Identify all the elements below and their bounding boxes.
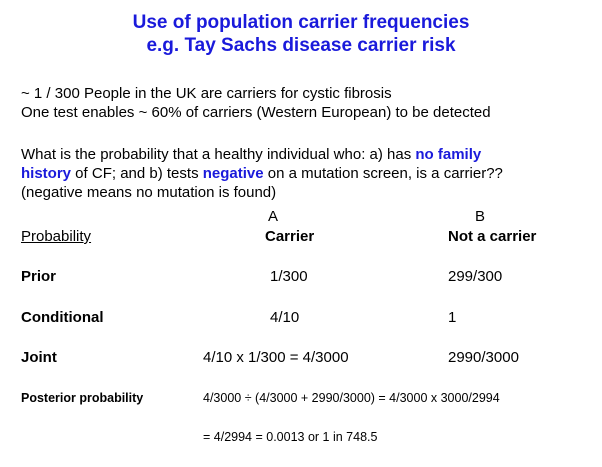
row-label-prior: Prior <box>21 268 57 285</box>
row-label-conditional: Conditional <box>21 309 104 326</box>
row-label-joint: Joint <box>21 349 57 366</box>
column-b-letter: B <box>475 208 486 225</box>
intro-line-2: One test enables ~ 60% of carriers (Western European) to be detected <box>21 104 491 121</box>
header-probability: Probability <box>21 228 92 245</box>
posterior-result: = 4/2994 = 0.0013 or 1 in 748.5 <box>203 430 378 444</box>
conditional-not-carrier: 1 <box>448 309 457 326</box>
question-line-3: (negative means no mutation is found) <box>21 184 277 201</box>
posterior-calculation: 4/3000 ÷ (4/3000 + 2990/3000) = 4/3000 x 3000/2994 <box>203 391 500 405</box>
joint-not-carrier: 2990/3000 <box>448 349 519 366</box>
column-a-letter: A <box>268 208 279 225</box>
question-line-2 <box>21 165 503 183</box>
row-label-posterior: Posterior probability <box>21 391 144 405</box>
slide-title: Use of population carrier frequencies <box>132 12 470 33</box>
joint-carrier: 4/10 x 1/300 = 4/3000 <box>203 349 349 366</box>
prior-carrier: 1/300 <box>270 268 308 285</box>
question-text: on a mutation screen, is a carrier?? <box>263 165 503 182</box>
prior-not-carrier: 299/300 <box>448 268 503 285</box>
intro-line-1: ~ 1 / 300 People in the UK are carriers for cystic fibrosis <box>21 85 392 102</box>
question-emphasis-negative: negative <box>202 165 264 182</box>
question-line-1 <box>21 146 481 164</box>
slide-subtitle: e.g. Tay Sachs disease carrier risk <box>146 35 456 56</box>
header-carrier: Carrier <box>265 228 315 245</box>
conditional-carrier: 4/10 <box>270 309 300 326</box>
header-not-carrier: Not a carrier <box>448 228 537 245</box>
question-emphasis-history: history <box>21 165 72 182</box>
question-emphasis-no-family: no family <box>415 146 482 163</box>
question-text: of CF; and b) tests <box>71 165 203 182</box>
question-text: What is the probability that a healthy individual who: a) has <box>21 146 416 163</box>
